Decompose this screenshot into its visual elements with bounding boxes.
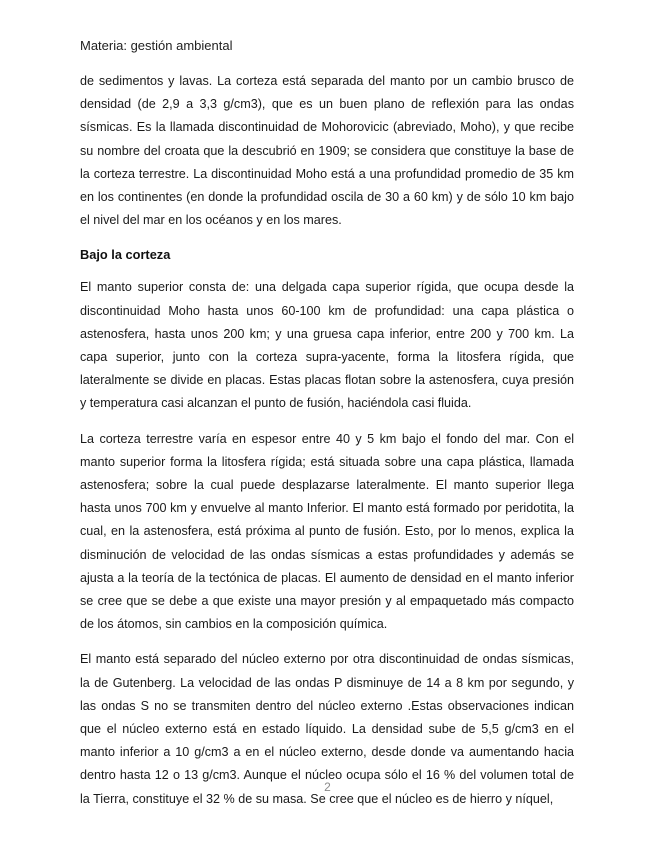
paragraph-moho: de sedimentos y lavas. La corteza está separada del manto por un cambio brusco de densidad (de 2,9 a 3,3 g/cm3), que es un buen plano de reflexión para las ondas sísmicas. Es la llamada discontinuidad de Mohorovicic (abreviado, Moho), y que recibe su nombre del croata que la descubrió en 1909; se considera que constituye la base de la corteza terrestre. La discontinuidad Moho está a una profundidad promedio de 35 km en los continentes (en donde la profundidad oscila de 30 a 60 km) y de sólo 10 km bajo el nivel del mar en los océanos y en los mares. (80, 74, 574, 228)
page-header: Materia: gestión ambiental (80, 38, 233, 53)
page-number: 2 (324, 780, 331, 794)
document-body (80, 70, 574, 823)
paragraph-manto-superior: El manto superior consta de: una delgada capa superior rígida, que ocupa desde la discontinuidad Moho hasta unos 60-100 km de profundidad: una capa plástica o astenosfera, hasta unos 200 km; y una gruesa capa inferior, entre 200 y 700 km. La capa superior, junto con la corteza supra-yacente, forma la litosfera rígida, que lateralmente se divide en placas. Estas placas flotan sobre la astenosfera, cuya presión y temperatura casi alcanzan el punto de fusión, haciéndola casi fluida. (80, 280, 574, 411)
paragraph-nucleo-externo: El manto está separado del núcleo externo por otra discontinuidad de ondas sísmicas, la de Gutenberg. La velocidad de las ondas P disminuye de 14 a 8 km por segundo, y las ondas S no se transmiten dentro del núcleo externo .Estas observaciones indican que el núcleo externo está en estado líquido. La densidad sube de 5,5 g/cm3 en el manto inferior a 10 g/cm3 a en el núcleo externo, desde donde va aumentando hacia dentro hasta 12 o 13 g/cm3. Aunque el núcleo ocupa sólo el 16 % del volumen total de la Tierra, constituye el 32 % de su masa. Se cree que el núcleo es de hierro y níquel, (80, 652, 574, 806)
paragraph-corteza-terrestre: La corteza terrestre varía en espesor entre 40 y 5 km bajo el fondo del mar. Con el manto superior forma la litosfera rígida; está situada sobre una capa plástica, llamada astenosfera; sobre la cual puede desplazarse lateralmente. El manto superior llega hasta unos 700 km y envuelve al manto Inferior. El manto está formado por peridotita, la cual, en la astenosfera, está próxima al punto de fusión. Esto, por lo menos, explica la disminución de velocidad de las ondas sísmicas a estas profundidades y además se ajusta a la teoría de la tectónica de placas. El aumento de densidad en el manto inferior se cree que se debe a que existe una mayor presión y al empaquetado más compacto de los átomos, sin cambios en la composición química. (80, 431, 574, 632)
section-heading-bajo-la-corteza: Bajo la corteza (80, 247, 171, 263)
